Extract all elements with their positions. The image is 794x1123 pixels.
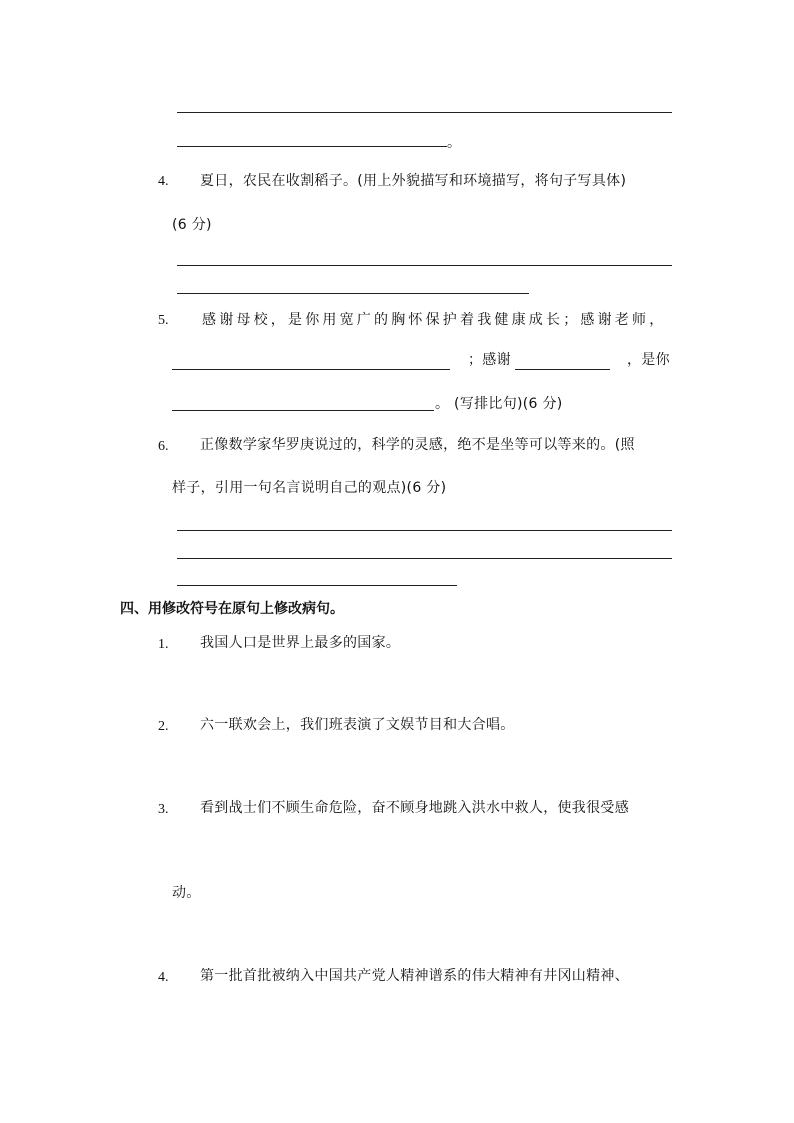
- answer-line[interactable]: [177, 112, 672, 113]
- question-number: 1.: [158, 637, 169, 652]
- question-text: ，是你: [627, 352, 670, 368]
- period-mark: 。: [447, 135, 462, 151]
- question-text: 我国人口是世界上最多的国家。: [200, 635, 401, 651]
- answer-line[interactable]: [177, 530, 672, 531]
- question-text: 动。: [172, 885, 201, 901]
- question-text: 。 (写排比句)(6 分): [435, 396, 563, 412]
- question-score: (6 分): [172, 217, 212, 233]
- question-text: 看到战士们不顾生命危险，奋不顾身地跳入洪水中救人，使我很受感: [200, 800, 629, 816]
- section-title: 四、用修改符号在原句上修改病句。: [120, 601, 344, 617]
- question-number: 4.: [158, 174, 169, 189]
- question-number: 5.: [158, 313, 169, 328]
- question-text: 第一批首批被纳入中国共产党人精神谱系的伟大精神有井冈山精神、: [200, 968, 629, 984]
- question-text: 夏日，农民在收割稻子。(用上外貌描写和环境描写，将句子写具体): [200, 173, 627, 189]
- answer-line[interactable]: [515, 369, 610, 370]
- question-text: 六一联欢会上，我们班表演了文娱节目和大合唱。: [200, 717, 515, 733]
- answer-line[interactable]: [177, 585, 457, 586]
- answer-line[interactable]: [172, 410, 434, 411]
- question-number: 2.: [158, 719, 169, 734]
- answer-line[interactable]: [177, 265, 672, 266]
- answer-line[interactable]: [177, 293, 529, 294]
- question-text: 样子，引用一句名言说明自己的观点)(6 分): [172, 480, 447, 496]
- answer-line[interactable]: [177, 146, 447, 147]
- question-number: 6.: [158, 439, 169, 454]
- question-text: ；感谢: [468, 352, 511, 368]
- question-text: 感谢母校，是你用宽广的胸怀保护着我健康成长；感谢老师，: [202, 312, 667, 328]
- answer-line[interactable]: [172, 369, 450, 370]
- question-number: 4.: [158, 970, 169, 985]
- question-number: 3.: [158, 802, 169, 817]
- question-text: 正像数学家华罗庚说过的，科学的灵感，绝不是坐等可以等来的。(照: [200, 437, 635, 453]
- answer-line[interactable]: [177, 558, 672, 559]
